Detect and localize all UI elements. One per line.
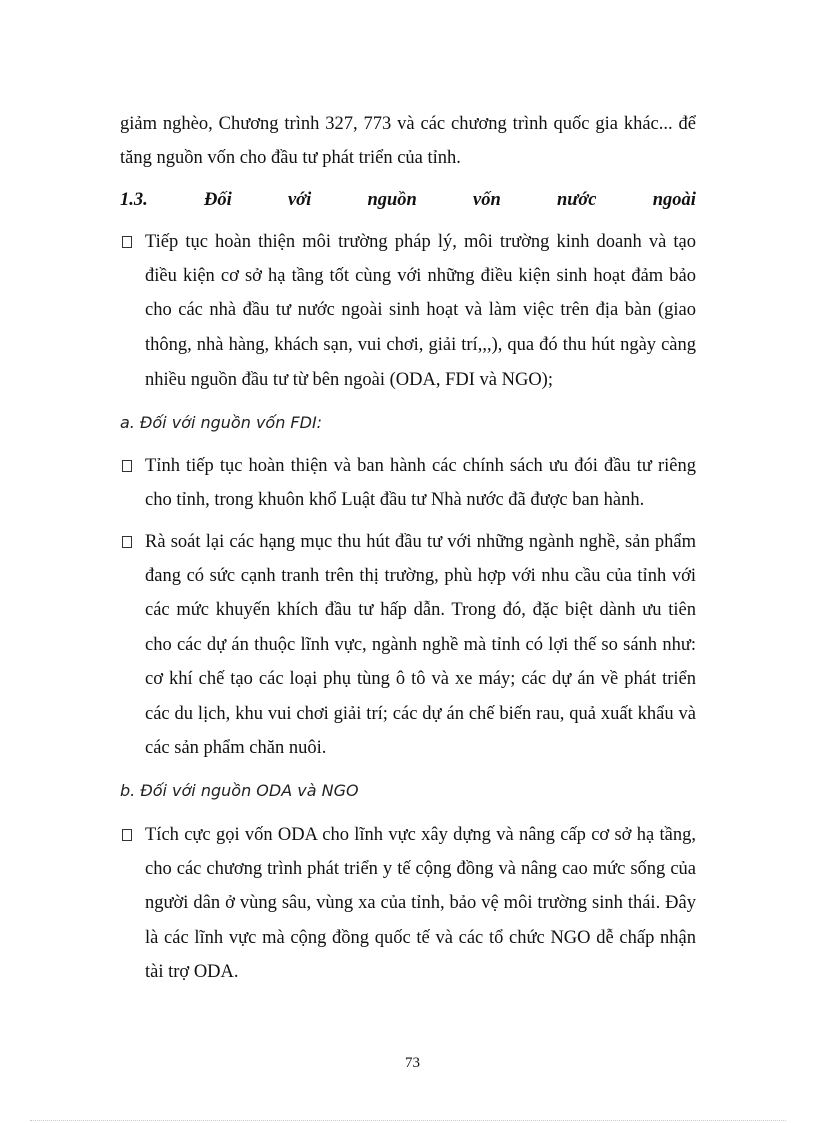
bullet1-line: điều kiện cơ sở hạ tầng tốt cùng với những điều kiện sinh hoạt đảm bảo	[145, 266, 696, 286]
bullet3-line: Rà soát lại các hạng mục thu hút đầu tư với những ngành nghề, sản phẩm	[145, 532, 696, 552]
bullet-box-icon	[122, 829, 132, 841]
heading-word: với	[287, 190, 312, 210]
intro-line-1: giảm nghèo, Chương trình 327, 773 và các chương trình quốc gia khác... để	[120, 114, 696, 134]
bullet-box-icon	[122, 460, 132, 472]
bullet3-line: cho các dự án thuộc lĩnh vực, ngành nghề mà tỉnh có lợi thế so sánh như:	[145, 635, 696, 655]
bullet1-line: Tiếp tục hoàn thiện môi trường pháp lý, môi trường kinh doanh và tạo	[145, 232, 696, 252]
intro-line-2: tăng nguồn vốn cho đầu tư phát triển của tỉnh.	[120, 148, 461, 168]
subheading-b: b. Đối với nguồn ODA và NGO	[120, 781, 359, 800]
bullet1-line: cho các nhà đầu tư nước ngoài sinh hoạt và làm việc trên địa bàn (giao	[145, 300, 696, 320]
bullet2-line: cho tỉnh, trong khuôn khổ Luật đầu tư Nhà nước đã được ban hành.	[145, 490, 645, 510]
bullet3-line: cơ khí chế tạo các loại phụ tùng ô tô và xe máy; các dự án về phát triển	[145, 669, 696, 689]
bullet4-line: Tích cực gọi vốn ODA cho lĩnh vực xây dựng và nâng cấp cơ sở hạ tầng,	[145, 825, 696, 845]
bullet-box-icon	[122, 536, 132, 548]
bullet-box-icon	[122, 236, 132, 248]
page-bottom-rule	[30, 1120, 786, 1121]
bullet4-line: cho các chương trình phát triển y tế cộng đồng và nâng cao mức sống của	[145, 859, 696, 879]
bullet4-line: người dân ở vùng sâu, vùng xa của tỉnh, bảo vệ môi trường sinh thái. Đây	[145, 893, 696, 913]
heading-word: 1.3.	[120, 190, 148, 210]
bullet3-line: các sản phẩm chăn nuôi.	[145, 738, 327, 758]
bullet2-line: Tỉnh tiếp tục hoàn thiện và ban hành các chính sách ưu đói đầu tư riêng	[145, 456, 696, 476]
bullet3-line: đang có sức cạnh tranh trên thị trường, phù hợp với nhu cầu của tỉnh với	[145, 566, 696, 586]
heading-word: ngoài	[652, 190, 696, 210]
heading-word: vốn	[473, 190, 501, 210]
bullet4-line: là các lĩnh vực mà cộng đồng quốc tế và các tổ chức NGO dễ chấp nhận	[145, 928, 696, 948]
bullet3-line: các du lịch, khu vui chơi giải trí; các dự án chế biến rau, quả xuất khẩu và	[145, 704, 696, 724]
page-number: 73	[405, 1055, 420, 1071]
heading-word: nước	[557, 190, 597, 210]
bullet4-line: tài trợ ODA.	[145, 962, 239, 982]
section-heading	[120, 188, 696, 212]
heading-word: nguồn	[367, 190, 417, 210]
heading-word: Đối	[203, 190, 232, 210]
subheading-a: a. Đối với nguồn vốn FDI:	[120, 413, 323, 432]
bullet1-line: thông, nhà hàng, khách sạn, vui chơi, giải trí,,,), qua đó thu hút ngày càng	[145, 335, 696, 355]
bullet3-line: các mức khuyến khích đầu tư hấp dẫn. Trong đó, đặc biệt dành ưu tiên	[145, 600, 696, 620]
bullet1-line: nhiều nguồn đầu tư từ bên ngoài (ODA, FDI và NGO);	[145, 370, 553, 390]
